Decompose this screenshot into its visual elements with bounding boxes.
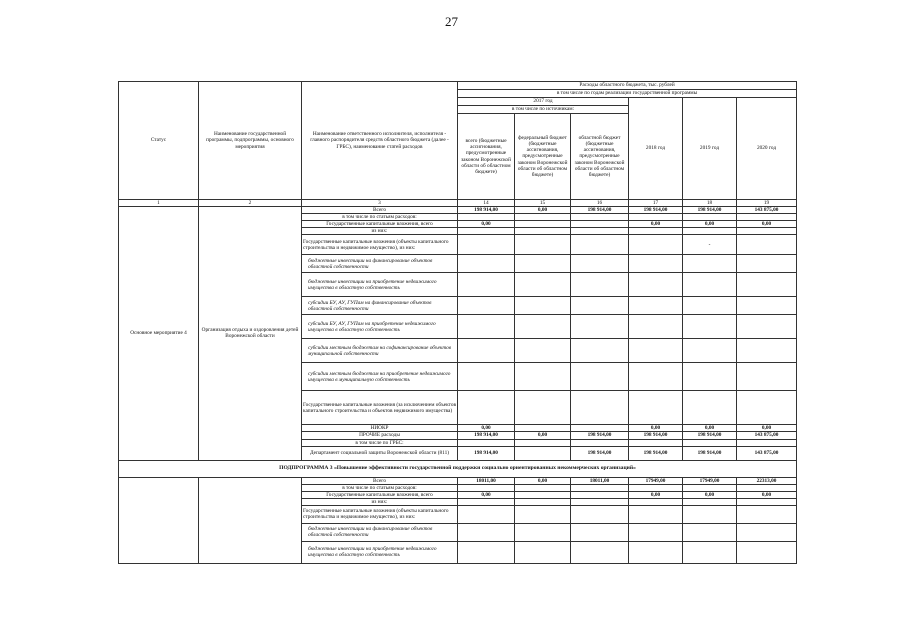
value-cell bbox=[629, 214, 683, 221]
row-label: в том числе по статьям расходов: bbox=[302, 484, 458, 491]
value-cell bbox=[515, 339, 571, 363]
value-cell: 143 875,00 bbox=[737, 207, 797, 214]
column-number: 3 bbox=[302, 200, 458, 207]
table-row bbox=[119, 207, 797, 214]
row-label: Государственные капитальные вложения (объекты капитального строительства и недвижимое имущество), из них: bbox=[302, 235, 458, 255]
value-cell: 0,00 bbox=[629, 221, 683, 228]
value-cell bbox=[629, 228, 683, 235]
value-cell bbox=[515, 523, 571, 541]
value-cell: 0,00 bbox=[629, 491, 683, 498]
value-cell bbox=[458, 523, 515, 541]
header-program-name: Наименование государственной программы, подпрограммы, основного мероприятия bbox=[199, 82, 302, 200]
value-cell bbox=[629, 339, 683, 363]
value-cell bbox=[737, 273, 797, 297]
value-cell bbox=[629, 439, 683, 446]
value-cell bbox=[515, 255, 571, 273]
value-cell bbox=[629, 484, 683, 491]
value-cell: 143 875,00 bbox=[737, 446, 797, 460]
value-cell bbox=[683, 439, 737, 446]
value-cell bbox=[571, 491, 629, 498]
value-cell bbox=[515, 491, 571, 498]
subprogram-row bbox=[119, 460, 797, 477]
value-cell bbox=[458, 498, 515, 505]
header-year-2017: 2017 год bbox=[458, 98, 629, 106]
value-cell: 0,00 bbox=[737, 491, 797, 498]
value-cell: 0,00 bbox=[515, 432, 571, 439]
value-cell bbox=[515, 498, 571, 505]
status-cell bbox=[119, 477, 199, 563]
row-label: бюджетные инвестиции на приобретение недвижимого имущества в областную собственность bbox=[302, 273, 458, 297]
header-regional: областной бюджет (бюджетные ассигнования, предусмотренные законом Воронежской области об областном бюджете) bbox=[571, 114, 629, 200]
header-total: всего (бюджетные ассигнования, предусмотренные законом Воронежской области об областном бюджете) bbox=[458, 114, 515, 200]
row-label: из них: bbox=[302, 228, 458, 235]
value-cell bbox=[458, 484, 515, 491]
column-number: 14 bbox=[458, 200, 515, 207]
value-cell bbox=[571, 505, 629, 523]
value-cell bbox=[737, 523, 797, 541]
header-by-years: в том числе по годам реализации государственной программы bbox=[458, 90, 797, 98]
row-label: ПРОЧИЕ расходы bbox=[302, 432, 458, 439]
value-cell bbox=[515, 273, 571, 297]
value-cell bbox=[629, 315, 683, 339]
value-cell bbox=[571, 214, 629, 221]
value-cell bbox=[571, 339, 629, 363]
value-cell bbox=[515, 297, 571, 315]
value-cell bbox=[458, 391, 515, 425]
header-2020: 2020 год bbox=[737, 98, 797, 200]
value-cell bbox=[629, 523, 683, 541]
column-number: 16 bbox=[571, 200, 629, 207]
value-cell bbox=[571, 439, 629, 446]
value-cell bbox=[629, 235, 683, 255]
value-cell bbox=[571, 228, 629, 235]
value-cell: 0,00 bbox=[458, 425, 515, 432]
value-cell bbox=[515, 363, 571, 391]
value-cell: 143 875,00 bbox=[737, 432, 797, 439]
value-cell bbox=[683, 297, 737, 315]
value-cell bbox=[458, 315, 515, 339]
value-cell bbox=[737, 339, 797, 363]
value-cell bbox=[737, 439, 797, 446]
header-status: Статус bbox=[119, 82, 199, 200]
value-cell bbox=[571, 541, 629, 563]
value-cell: 18011,00 bbox=[458, 477, 515, 484]
value-cell: 0,00 bbox=[683, 425, 737, 432]
value-cell bbox=[737, 484, 797, 491]
header-executor: Наименование ответственного исполнителя, исполнителя - главного распорядителя средств областного бюджета (далее - ГРБС), наименование статей расходов bbox=[302, 82, 458, 200]
value-cell bbox=[458, 505, 515, 523]
value-cell: 0,00 bbox=[458, 221, 515, 228]
value-cell bbox=[629, 297, 683, 315]
program-name-cell bbox=[199, 477, 302, 563]
table-body bbox=[119, 82, 797, 564]
value-cell bbox=[571, 425, 629, 432]
header-2018: 2018 год bbox=[629, 98, 683, 200]
table-row bbox=[119, 477, 797, 484]
value-cell bbox=[458, 363, 515, 391]
value-cell bbox=[571, 297, 629, 315]
value-cell bbox=[683, 255, 737, 273]
value-cell bbox=[458, 214, 515, 221]
value-cell bbox=[737, 498, 797, 505]
value-cell bbox=[737, 235, 797, 255]
value-cell bbox=[629, 255, 683, 273]
column-number: 1 bbox=[119, 200, 199, 207]
value-cell: 22313,00 bbox=[737, 477, 797, 484]
value-cell: 198 914,00 bbox=[458, 446, 515, 460]
value-cell bbox=[458, 297, 515, 315]
value-cell bbox=[683, 505, 737, 523]
row-label: из них: bbox=[302, 498, 458, 505]
value-cell bbox=[683, 363, 737, 391]
row-label: в том числе по статьям расходов: bbox=[302, 214, 458, 221]
value-cell bbox=[515, 425, 571, 432]
value-cell bbox=[683, 273, 737, 297]
value-cell bbox=[515, 391, 571, 425]
value-cell bbox=[683, 391, 737, 425]
value-cell: 17949,00 bbox=[629, 477, 683, 484]
row-label: субсидии БУ, АУ, ГУПам на приобретение недвижимого имущества в областную собственность bbox=[302, 315, 458, 339]
value-cell bbox=[515, 235, 571, 255]
value-cell: 198 914,00 bbox=[683, 432, 737, 439]
row-label: Государственные капитальные вложения (объекты капитального строительства и недвижимое имущество), из них: bbox=[302, 505, 458, 523]
value-cell: 0,00 bbox=[737, 221, 797, 228]
value-cell bbox=[629, 363, 683, 391]
row-label: Всего bbox=[302, 207, 458, 214]
value-cell: 0,00 bbox=[458, 491, 515, 498]
value-cell bbox=[683, 315, 737, 339]
column-number: 15 bbox=[515, 200, 571, 207]
value-cell bbox=[571, 523, 629, 541]
column-number: 19 bbox=[737, 200, 797, 207]
value-cell bbox=[683, 523, 737, 541]
value-cell: 0,00 bbox=[737, 425, 797, 432]
row-label: НИОКР bbox=[302, 425, 458, 432]
value-cell bbox=[737, 255, 797, 273]
value-cell bbox=[629, 505, 683, 523]
value-cell: 0,00 bbox=[683, 221, 737, 228]
value-cell bbox=[571, 315, 629, 339]
value-cell bbox=[458, 273, 515, 297]
value-cell: 198 914,00 bbox=[571, 207, 629, 214]
value-cell bbox=[683, 339, 737, 363]
value-cell: 198 914,00 bbox=[683, 207, 737, 214]
value-cell bbox=[737, 541, 797, 563]
column-number: 2 bbox=[199, 200, 302, 207]
row-label: бюджетные инвестиции на приобретение недвижимого имущества в областную собственность bbox=[302, 541, 458, 563]
page-number: 27 bbox=[445, 14, 458, 29]
value-cell bbox=[683, 228, 737, 235]
value-cell bbox=[571, 273, 629, 297]
value-cell bbox=[571, 363, 629, 391]
value-cell: - bbox=[683, 235, 737, 255]
budget-table bbox=[118, 81, 797, 564]
value-cell bbox=[737, 315, 797, 339]
row-label: субсидии местным бюджетам на приобретение недвижимого имущества в муниципальную собственность bbox=[302, 363, 458, 391]
value-cell bbox=[683, 498, 737, 505]
value-cell bbox=[458, 235, 515, 255]
value-cell: 198 914,00 bbox=[571, 446, 629, 460]
value-cell bbox=[737, 391, 797, 425]
row-label: Государственные капитальные вложения, всего bbox=[302, 221, 458, 228]
value-cell bbox=[515, 446, 571, 460]
value-cell bbox=[515, 439, 571, 446]
value-cell bbox=[515, 221, 571, 228]
value-cell bbox=[629, 273, 683, 297]
value-cell bbox=[571, 498, 629, 505]
value-cell bbox=[683, 484, 737, 491]
value-cell bbox=[629, 391, 683, 425]
value-cell bbox=[683, 214, 737, 221]
subprogram-title: ПОДПРОГРАММА 3 «Повышение эффективности государственной поддержки социально ориентированных некоммерческих организаций» bbox=[119, 460, 797, 477]
column-number: 17 bbox=[629, 200, 683, 207]
value-cell: 198 914,00 bbox=[458, 207, 515, 214]
value-cell bbox=[458, 255, 515, 273]
value-cell bbox=[515, 214, 571, 221]
value-cell bbox=[683, 541, 737, 563]
header-expenses: Расходы областного бюджета, тыс. рублей bbox=[458, 82, 797, 90]
value-cell bbox=[737, 505, 797, 523]
row-label: Государственные капитальные вложения (за исключением объектов капитального строительства и объектов недвижимого имущества) bbox=[302, 391, 458, 425]
value-cell: 0,00 bbox=[629, 425, 683, 432]
value-cell bbox=[571, 391, 629, 425]
column-numbers-row bbox=[119, 200, 797, 207]
value-cell: 17949,00 bbox=[683, 477, 737, 484]
value-cell bbox=[629, 541, 683, 563]
value-cell bbox=[571, 221, 629, 228]
value-cell bbox=[629, 498, 683, 505]
row-label: бюджетные инвестиции на финансирование объектов областной собственности bbox=[302, 523, 458, 541]
row-label: в том числе по ГРБС: bbox=[302, 439, 458, 446]
value-cell bbox=[515, 228, 571, 235]
value-cell bbox=[458, 541, 515, 563]
value-cell bbox=[571, 255, 629, 273]
value-cell bbox=[515, 541, 571, 563]
row-label: бюджетные инвестиции на финансирование объектов областной собственности bbox=[302, 255, 458, 273]
value-cell bbox=[515, 484, 571, 491]
value-cell bbox=[571, 484, 629, 491]
value-cell: 18011,00 bbox=[571, 477, 629, 484]
row-label: Департамент социальной защиты Воронежской области (811) bbox=[302, 446, 458, 460]
header-by-sources: в том числе по источникам: bbox=[458, 106, 629, 114]
row-label: субсидии БУ, АУ, ГУПам на финансирование объектов областной собственности bbox=[302, 297, 458, 315]
value-cell: 0,00 bbox=[515, 207, 571, 214]
value-cell: 198 914,00 bbox=[629, 432, 683, 439]
value-cell bbox=[737, 297, 797, 315]
value-cell bbox=[515, 505, 571, 523]
value-cell: 198 914,00 bbox=[629, 446, 683, 460]
value-cell bbox=[458, 439, 515, 446]
header-2019: 2019 год bbox=[683, 98, 737, 200]
program-name-cell: Организация отдыха и оздоровления детей Воронежской области bbox=[199, 207, 302, 461]
value-cell: 198 914,00 bbox=[458, 432, 515, 439]
row-label: субсидии местным бюджетам на софинансирование объектов муниципальной собственности bbox=[302, 339, 458, 363]
value-cell bbox=[737, 228, 797, 235]
value-cell bbox=[458, 339, 515, 363]
value-cell bbox=[737, 363, 797, 391]
status-cell: Основное мероприятие 4 bbox=[119, 207, 199, 461]
value-cell: 198 914,00 bbox=[683, 446, 737, 460]
value-cell bbox=[737, 214, 797, 221]
value-cell: 198 914,00 bbox=[629, 207, 683, 214]
value-cell bbox=[571, 235, 629, 255]
value-cell bbox=[515, 315, 571, 339]
value-cell bbox=[458, 228, 515, 235]
column-number: 18 bbox=[683, 200, 737, 207]
row-label: Всего bbox=[302, 477, 458, 484]
value-cell: 0,00 bbox=[515, 477, 571, 484]
value-cell: 198 914,00 bbox=[571, 432, 629, 439]
header-federal: федеральный бюджет (бюджетные ассигнования, предусмотренные законом Воронежской области об областном бюджете) bbox=[515, 114, 571, 200]
value-cell: 0,00 bbox=[683, 491, 737, 498]
row-label: Государственные капитальные вложения, всего bbox=[302, 491, 458, 498]
